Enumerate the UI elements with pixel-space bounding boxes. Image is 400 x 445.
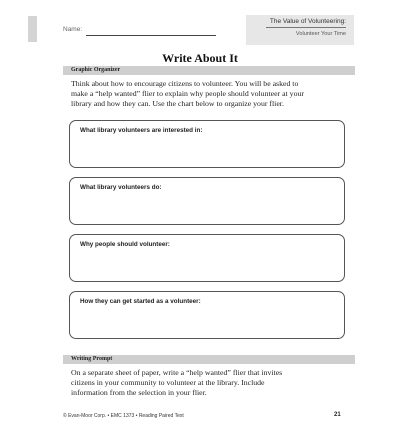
prompt-line: On a separate sheet of paper, write a “help wanted” flier that invites (71, 368, 283, 377)
prompt-line: information from the selection in your flier. (71, 388, 207, 397)
organizer-instructions (71, 79, 355, 109)
organizer-box-label: What library volunteers do: (80, 184, 162, 191)
instruction-line: library and how they can. Use the chart below to organize your flier. (71, 99, 284, 108)
organizer-box-label: How they can get started as a volunteer: (80, 298, 201, 305)
page-title: Write About It (162, 51, 238, 65)
organizer-box-interests[interactable] (69, 120, 345, 168)
organizer-box-label: What library volunteers are interested in: (80, 127, 203, 134)
instruction-line: Think about how to encourage citizens to volunteer. You will be asked to (71, 79, 299, 88)
writing-prompt-text (71, 368, 355, 398)
organizer-box-getting-started[interactable] (69, 291, 345, 339)
unit-subtitle: Volunteer Your Time (295, 31, 346, 37)
page-number: 21 (334, 412, 341, 418)
writing-prompt-label: Writing Prompt (71, 356, 113, 362)
graphic-organizer-bar (63, 66, 355, 75)
graphic-organizer-label: Graphic Organizer (71, 67, 121, 73)
prompt-line: citizens in your community to volunteer at the library. Include (71, 378, 265, 387)
unit-header-box (246, 15, 354, 45)
writing-prompt-bar (63, 355, 355, 364)
name-label: Name: (63, 26, 83, 33)
name-write-line (86, 35, 216, 36)
organizer-box-label: Why people should volunteer: (80, 241, 170, 248)
unit-title: The Value of Volunteering: (269, 18, 346, 25)
margin-tab-strip (28, 16, 37, 42)
footer-credit: © Evan-Moor Corp. • EMC 1373 • Reading Paired Text (63, 413, 184, 419)
organizer-box-reasons[interactable] (69, 234, 345, 282)
instruction-line: make a “help wanted” flier to explain why people should volunteer at your (71, 89, 304, 98)
organizer-box-duties[interactable] (69, 177, 345, 225)
